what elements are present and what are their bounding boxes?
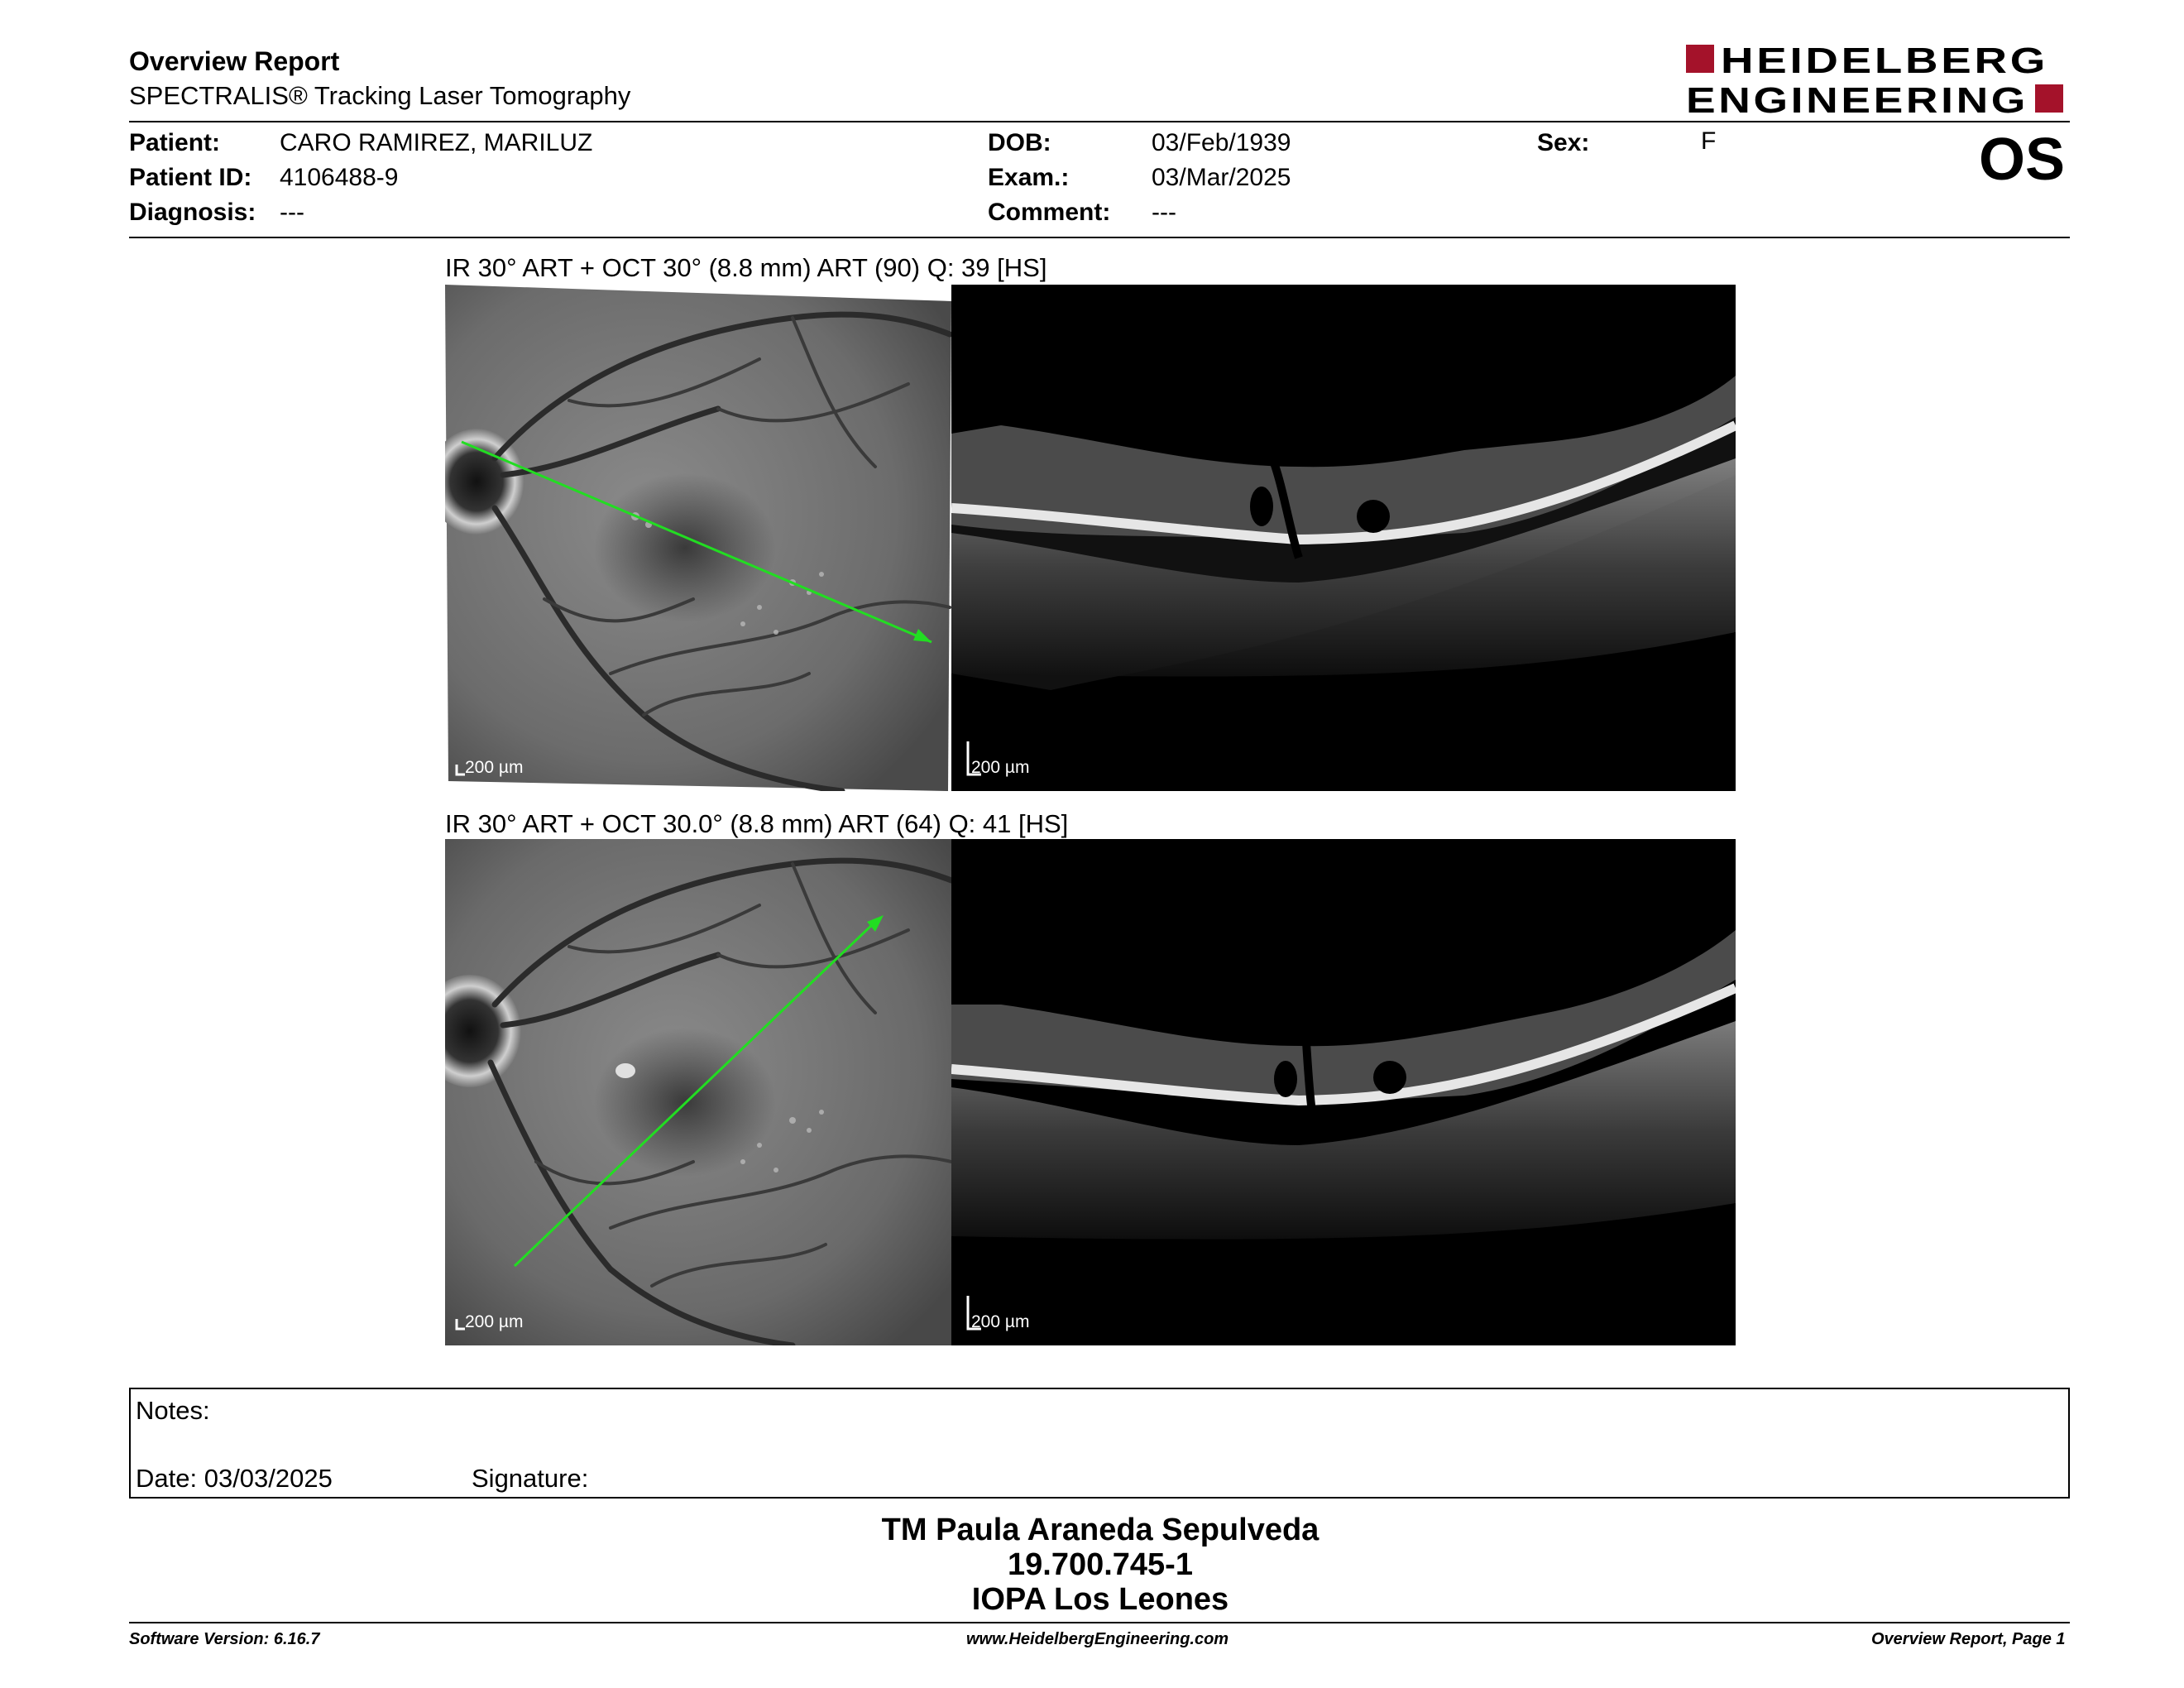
eye-indicator: OS	[1979, 127, 2066, 193]
heidelberg-logo	[1686, 43, 2083, 117]
scan-2-title: IR 30° ART + OCT 30.0° (8.8 mm) ART (64) Q: 41 [HS]	[445, 809, 1069, 838]
operator-rut: 19.700.745-1	[1008, 1547, 1193, 1582]
comment-label: Comment:	[988, 199, 1111, 226]
scan-2-oct-image[interactable]	[951, 839, 1736, 1345]
report-title: Overview Report	[129, 46, 340, 76]
date-label: Date: 03/03/2025	[136, 1464, 333, 1493]
scan-1-oct-image[interactable]	[951, 285, 1736, 791]
operator-name: TM Paula Araneda Sepulveda	[881, 1513, 1320, 1547]
scan-2-fundus-image[interactable]	[445, 839, 951, 1345]
scan-2-oct-scale: 200 µm	[971, 1312, 1030, 1331]
patient-rule	[129, 237, 2070, 238]
notes-label: Notes:	[136, 1396, 210, 1425]
report-subtitle: SPECTRALIS® Tracking Laser Tomography	[129, 81, 631, 110]
sex-label: Sex:	[1537, 129, 1590, 156]
notes-box[interactable]	[129, 1388, 2070, 1499]
exam-value: 03/Mar/2025	[1152, 164, 1291, 191]
scan-1-oct-scale: 200 µm	[971, 758, 1030, 777]
exam-label: Exam.:	[988, 164, 1070, 191]
dob-value: 03/Feb/1939	[1152, 129, 1291, 156]
footer-rule	[129, 1622, 2070, 1623]
institution-name: IOPA Los Leones	[971, 1582, 1229, 1617]
patient-name: CARO RAMIREZ, MARILUZ	[280, 129, 593, 156]
scan-1-fundus-scale: 200 µm	[465, 758, 524, 777]
patient-id-label: Patient ID:	[129, 164, 252, 191]
software-version: Software Version: 6.16.7	[129, 1630, 320, 1648]
dob-label: DOB:	[988, 129, 1051, 156]
website-link[interactable]: www.HeidelbergEngineering.com	[966, 1630, 1229, 1648]
patient-id: 4106488-9	[280, 164, 399, 191]
patient-label: Patient:	[129, 129, 221, 156]
svg-text:ENGINEERING: ENGINEERING	[1686, 80, 2028, 117]
scan-2-fundus-scale: 200 µm	[465, 1312, 524, 1331]
svg-text:HEIDELBERG: HEIDELBERG	[1721, 43, 2048, 81]
page-indicator: Overview Report, Page 1	[1871, 1630, 2066, 1648]
scan-1-title: IR 30° ART + OCT 30° (8.8 mm) ART (90) Q: 39 [HS]	[445, 253, 1047, 282]
header-rule	[129, 121, 2070, 122]
signature-label: Signature:	[472, 1464, 589, 1493]
sex-value: F	[1701, 127, 1717, 155]
comment-value: ---	[1152, 199, 1176, 226]
scan-1-fundus-image[interactable]	[445, 285, 951, 791]
diagnosis-label: Diagnosis:	[129, 199, 256, 226]
diagnosis-value: ---	[280, 199, 304, 226]
